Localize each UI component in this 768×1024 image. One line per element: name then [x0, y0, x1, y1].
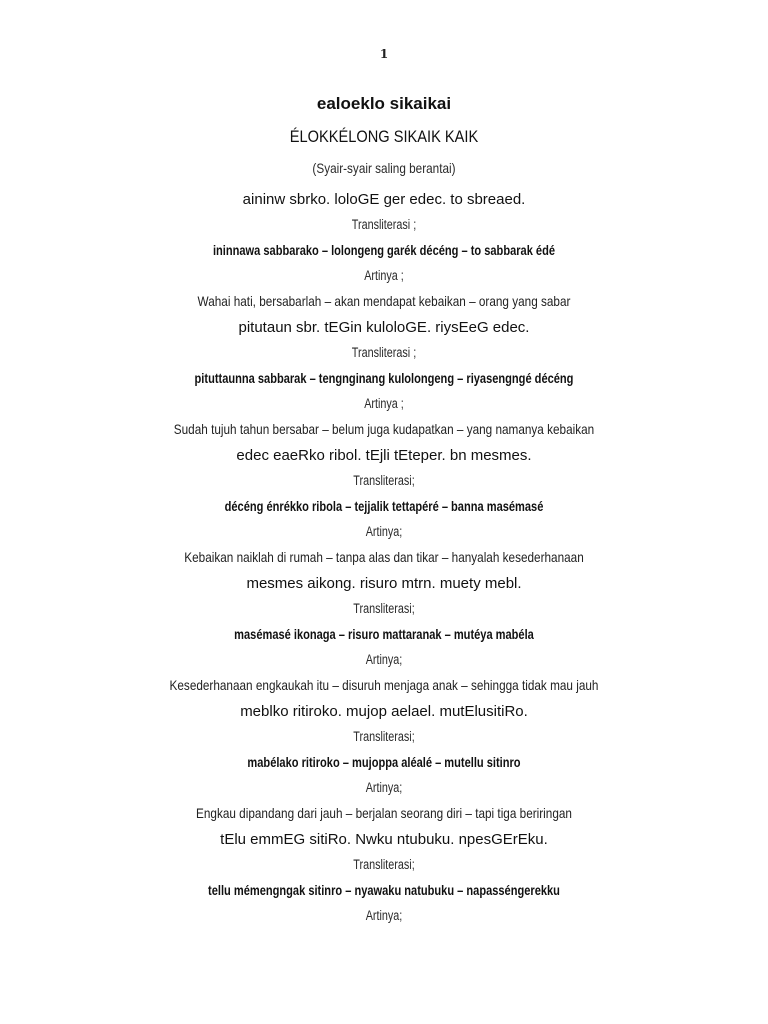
lontara-line: meblko ritiroko. mujop aelael. mutElusitiRo. — [240, 703, 528, 720]
transliteration-line: décéng énrékko ribola – tejjalik tettapéré – banna masémasé — [224, 499, 544, 514]
transliteration-line: mabélako ritiroko – mujoppa aléalé – mutellu sitinro — [247, 755, 521, 770]
meaning-line: Wahai hati, bersabarlah – akan mendapat kebaikan – orang yang sabar — [197, 293, 571, 309]
meaning-label: Artinya; — [365, 652, 403, 667]
transliteration-line: ininnawa sabbarako – lolongeng garék décéng – to sabbarak édé — [212, 243, 556, 258]
page-number: 1 — [379, 47, 389, 61]
transliteration-label: Transliterasi; — [353, 473, 415, 488]
meaning-label: Artinya ; — [364, 396, 404, 411]
meaning-label: Artinya; — [365, 524, 403, 539]
transliteration-line: pituttaunna sabbarak – tengnginang kulolongeng – riyasengngé décéng — [194, 371, 574, 386]
lontara-line: edec eaeRko ribol. tEjli tEteper. bn mesmes. — [236, 447, 532, 464]
meaning-label: Artinya; — [365, 780, 403, 795]
document-subtitle: ÉLOKKÉLONG SIKAIK KAIK — [289, 127, 479, 146]
meaning-label: Artinya ; — [364, 268, 404, 283]
meaning-line: Kebaikan naiklah di rumah – tanpa alas dan tikar – hanyalah kesederhanaan — [184, 549, 584, 565]
document-title: ealoeklo sikaikai — [316, 94, 452, 113]
meaning-line: Sudah tujuh tahun bersabar – belum juga kudapatkan – yang namanya kebaikan — [173, 421, 595, 437]
meaning-line: Kesederhanaan engkaukah itu – disuruh menjaga anak – sehingga tidak mau jauh — [169, 677, 599, 693]
lontara-line: aininw sbrko. loloGE ger edec. to sbreaed. — [242, 191, 526, 208]
transliteration-label: Transliterasi; — [353, 601, 415, 616]
transliteration-label: Transliterasi; — [353, 729, 415, 744]
transliteration-line: masémasé ikonaga – risuro mattaranak – mutéya mabéla — [234, 627, 534, 642]
document-note: (Syair-syair saling berantai) — [312, 160, 456, 176]
transliteration-label: Transliterasi; — [353, 857, 415, 872]
transliteration-line: tellu mémengngak sitinro – nyawaku natubuku – napasséngerekku — [208, 883, 560, 898]
transliteration-label: Transliterasi ; — [351, 345, 417, 360]
lontara-line: mesmes aikong. risuro mtrn. muety mebl. — [246, 575, 522, 592]
transliteration-label: Transliterasi ; — [351, 217, 417, 232]
meaning-line: Engkau dipandang dari jauh – berjalan seorang diri – tapi tiga beriringan — [196, 805, 572, 821]
lontara-line: tElu emmEG sitiRo. Nwku ntubuku. npesGErEku. — [220, 831, 548, 848]
meaning-label: Artinya; — [365, 908, 403, 923]
lontara-line: pitutaun sbr. tEGin kuloloGE. riysEeG edec. — [238, 319, 530, 336]
